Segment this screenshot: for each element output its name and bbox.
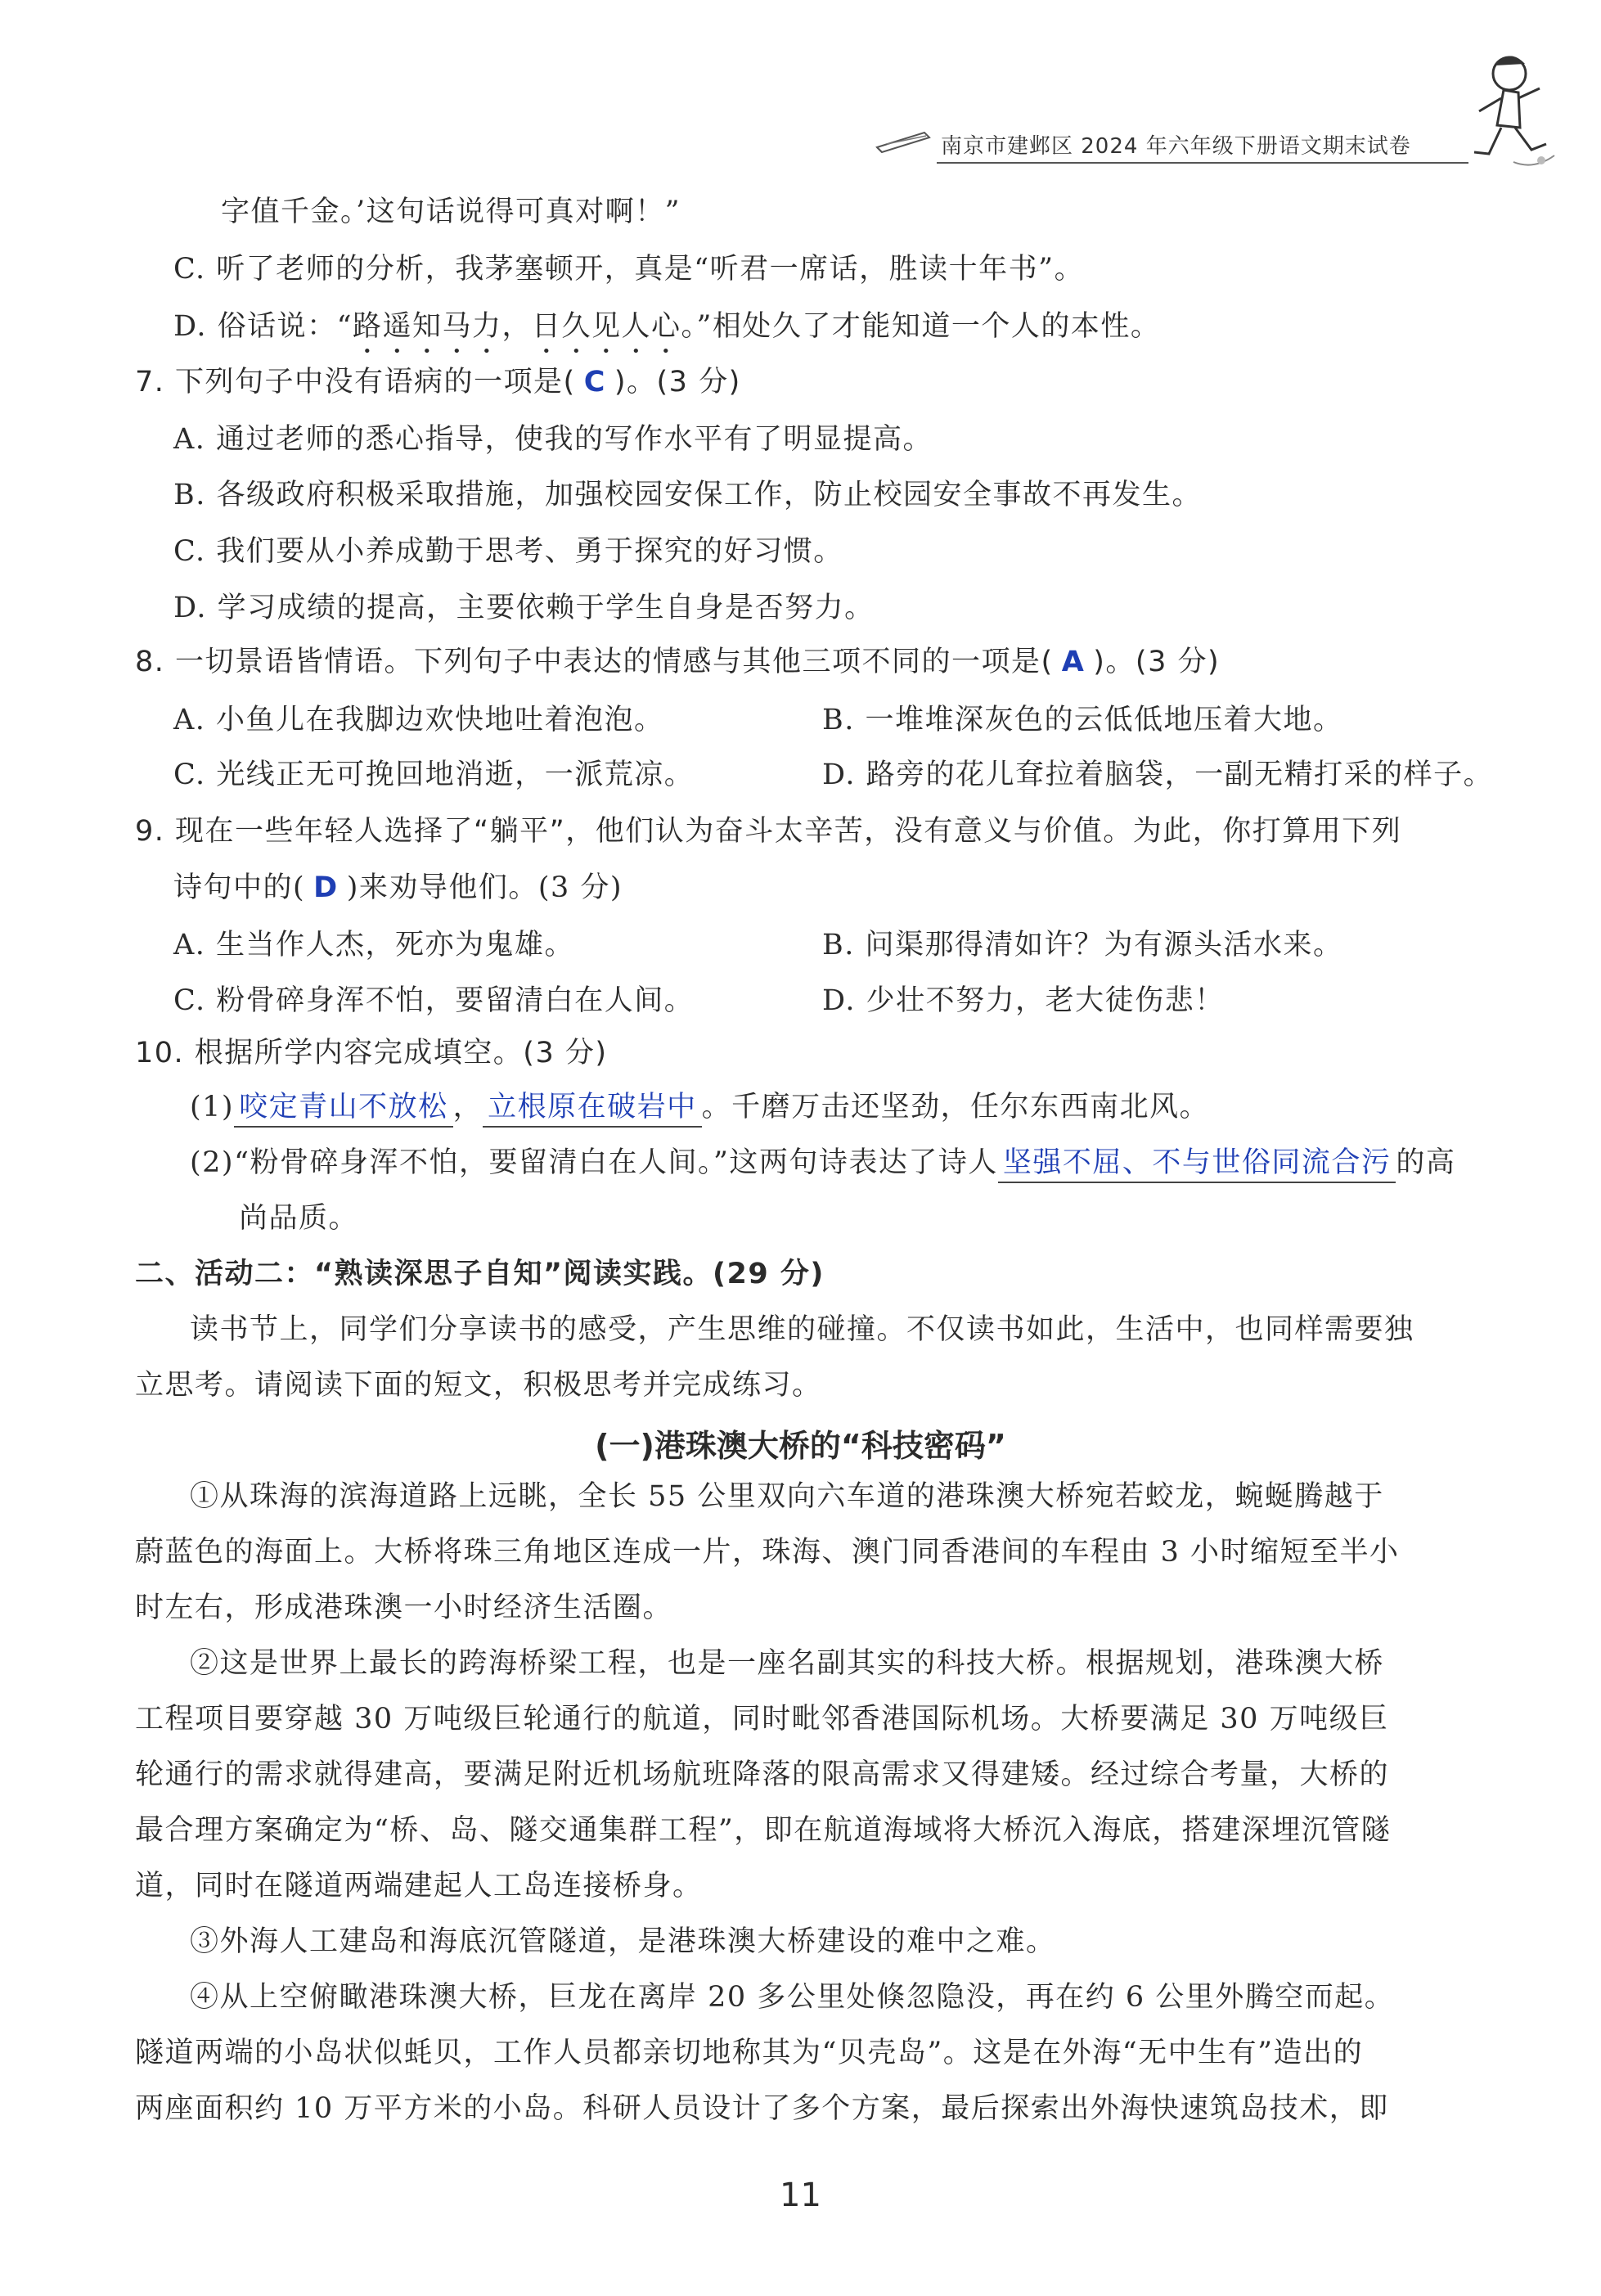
article-p2-line1: ②这是世界上最长的跨海桥梁工程，也是一座名副其实的科技大桥。根据规划，港珠澳大桥 [190, 1647, 1385, 1680]
q7-option-b: B. 各级政府积极采取措施，加强校园安保工作，防止校园安全事故不再发生。 [173, 479, 1202, 511]
article-p2-line3: 轮通行的需求就得建高，要满足附近机场航班降落的限高需求又得建矮。经过综合考量，大桥的 [135, 1758, 1390, 1791]
q10-p1-prefix: (1) [190, 1091, 235, 1123]
section2-heading: 二、活动二：“熟读深思子自知”阅读实践。(29 分) [135, 1258, 825, 1290]
page-header [875, 115, 1464, 165]
q9-stem-prefix: 诗句中的( [173, 871, 306, 904]
q7-option-d: D. 学习成绩的提高，主要依赖于学生自身是否努力。 [173, 592, 875, 624]
header-title: 南京市建邺区 2024 年六年级下册语文期末试卷 [941, 134, 1411, 159]
q9-answer: D [313, 871, 339, 904]
q8-stem-prefix: 8. 一切景语皆情语。下列句子中表达的情感与其他三项不同的一项是( [135, 646, 1054, 678]
q8-option-a: A. 小鱼儿在我脚边欢快地吐着泡泡。 [173, 704, 664, 736]
article-p3-line1: ③外海人工建岛和海底沉管隧道，是港珠澳大桥建设的难中之难。 [190, 1925, 1056, 1958]
q8-option-d: D. 路旁的花儿耷拉着脑袋，一副无精打采的样子。 [822, 759, 1494, 791]
q7-option-a: A. 通过老师的悉心指导，使我的写作水平有了明显提高。 [173, 423, 933, 456]
q9-stem-line2 [173, 869, 623, 907]
pencil-icon [875, 129, 933, 154]
q9-option-b: B. 问渠那得清如许？为有源头活水来。 [822, 929, 1343, 961]
article-p4-line1: ④从上空俯瞰港珠澳大桥，巨龙在离岸 20 多公里处倏忽隐没，再在约 6 公里外腾空而起。 [190, 1981, 1395, 2014]
running-boy-mascot-icon [1456, 47, 1563, 170]
q9-stem-suffix: )来劝导他们。(3 分) [346, 871, 623, 904]
q8-option-b: B. 一堆堆深灰色的云低低地压着大地。 [822, 704, 1343, 736]
q6-d-suffix: 。”相处久了才能知道一个人的本性。 [681, 310, 1161, 343]
q6-option-c: C. 听了老师的分析，我茅塞顿开，真是“听君一席话，胜读十年书”。 [173, 253, 1085, 286]
header-rule [937, 162, 1468, 164]
q10-p1-blank1: 咬定青山不放松 [234, 1088, 453, 1128]
article-p2-line5: 道，同时在隧道两端建起人工岛连接桥身。 [135, 1870, 703, 1902]
q8-option-c: C. 光线正无可挽回地消逝，一派荒凉。 [173, 759, 695, 791]
article-p1-line1: ①从珠海的滨海道路上远眺，全长 55 公里双向六车道的港珠澳大桥宛若蛟龙，蜿蜒腾越于 [190, 1480, 1384, 1513]
q9-option-a: A. 生当作人杰，死亦为鬼雄。 [173, 929, 575, 961]
q10-part2-cont: 尚品质。 [239, 1202, 359, 1235]
q6-option-d [173, 308, 1160, 360]
q8-answer: A [1061, 646, 1086, 678]
article-p1-line2: 蔚蓝色的海面上。大桥将珠三角地区连成一片，珠海、澳门同香港间的车程由 3 小时缩短至半小 [135, 1536, 1400, 1569]
article-p1-line3: 时左右，形成港珠澳一小时经济生活圈。 [135, 1591, 673, 1624]
q8-stem [135, 643, 1220, 681]
q10-p2-suffix: 的高 [1396, 1146, 1456, 1179]
section2-intro-line1: 读书节上，同学们分享读书的感受，产生思维的碰撞。不仅读书如此，生活中，也同样需要独 [190, 1313, 1414, 1346]
q7-option-c: C. 我们要从小养成勤于思考、勇于探究的好习惯。 [173, 535, 843, 568]
q10-p1-comma: ， [452, 1091, 483, 1123]
q10-p1-suffix: 。千磨万击还坚劲，任尔东西南北风。 [701, 1091, 1210, 1123]
q8-stem-suffix: )。(3 分) [1093, 646, 1221, 678]
section2-intro-line2: 立思考。请阅读下面的短文，积极思考并完成练习。 [135, 1369, 822, 1402]
q10-part1 [190, 1088, 1209, 1128]
q7-stem-suffix: )。(3 分) [614, 366, 741, 398]
article-p2-line2: 工程项目要穿越 30 万吨级巨轮通行的航道，同时毗邻香港国际机场。大桥要满足 30 万吨级巨 [135, 1703, 1389, 1736]
q10-stem: 10. 根据所学内容完成填空。(3 分) [135, 1037, 608, 1069]
q6-continuation: 字值千金。’这句话说得可真对啊！” [221, 196, 681, 228]
q7-stem-prefix: 7. 下列句子中没有语病的一项是( [135, 366, 576, 398]
q9-stem-line1: 9. 现在一些年轻人选择了“躺平”，他们认为奋斗太辛苦，没有意义与价值。为此，你打算用下列 [135, 815, 1402, 848]
q10-p1-blank2: 立根原在破岩中 [483, 1088, 702, 1128]
article-p4-line2: 隧道两端的小岛状似蚝贝，工作人员都亲切地称其为“贝壳岛”。这是在外海“无中生有”造出的 [135, 2037, 1364, 2069]
q10-p2-blank: 坚强不屈、不与世俗同流合污 [998, 1144, 1396, 1183]
q9-option-d: D. 少壮不努力，老大徒伤悲！ [822, 984, 1225, 1017]
q9-option-c: C. 粉骨碎身浑不怕，要留清白在人间。 [173, 984, 695, 1017]
q10-p2-prefix: (2)“粉骨碎身浑不怕，要留清白在人间。”这两句诗表达了诗人 [190, 1146, 998, 1179]
q6-d-dotted: 路遥知马力，日久见人心 [352, 310, 681, 343]
q6-d-prefix: D. 俗话说：“ [173, 310, 353, 343]
page-number: 11 [780, 2177, 821, 2214]
article-p4-line3: 两座面积约 10 万平方米的小岛。科研人员设计了多个方案，最后探索出外海快速筑岛技术，即 [135, 2092, 1389, 2125]
article-title: (一)港珠澳大桥的“科技密码” [595, 1428, 1006, 1464]
q7-stem [135, 363, 741, 401]
q10-part2 [190, 1144, 1455, 1183]
q7-answer: C [583, 366, 606, 398]
article-p2-line4: 最合理方案确定为“桥、岛、隧交通集群工程”，即在航道海域将大桥沉入海底，搭建深埋沉管隧 [135, 1814, 1392, 1847]
